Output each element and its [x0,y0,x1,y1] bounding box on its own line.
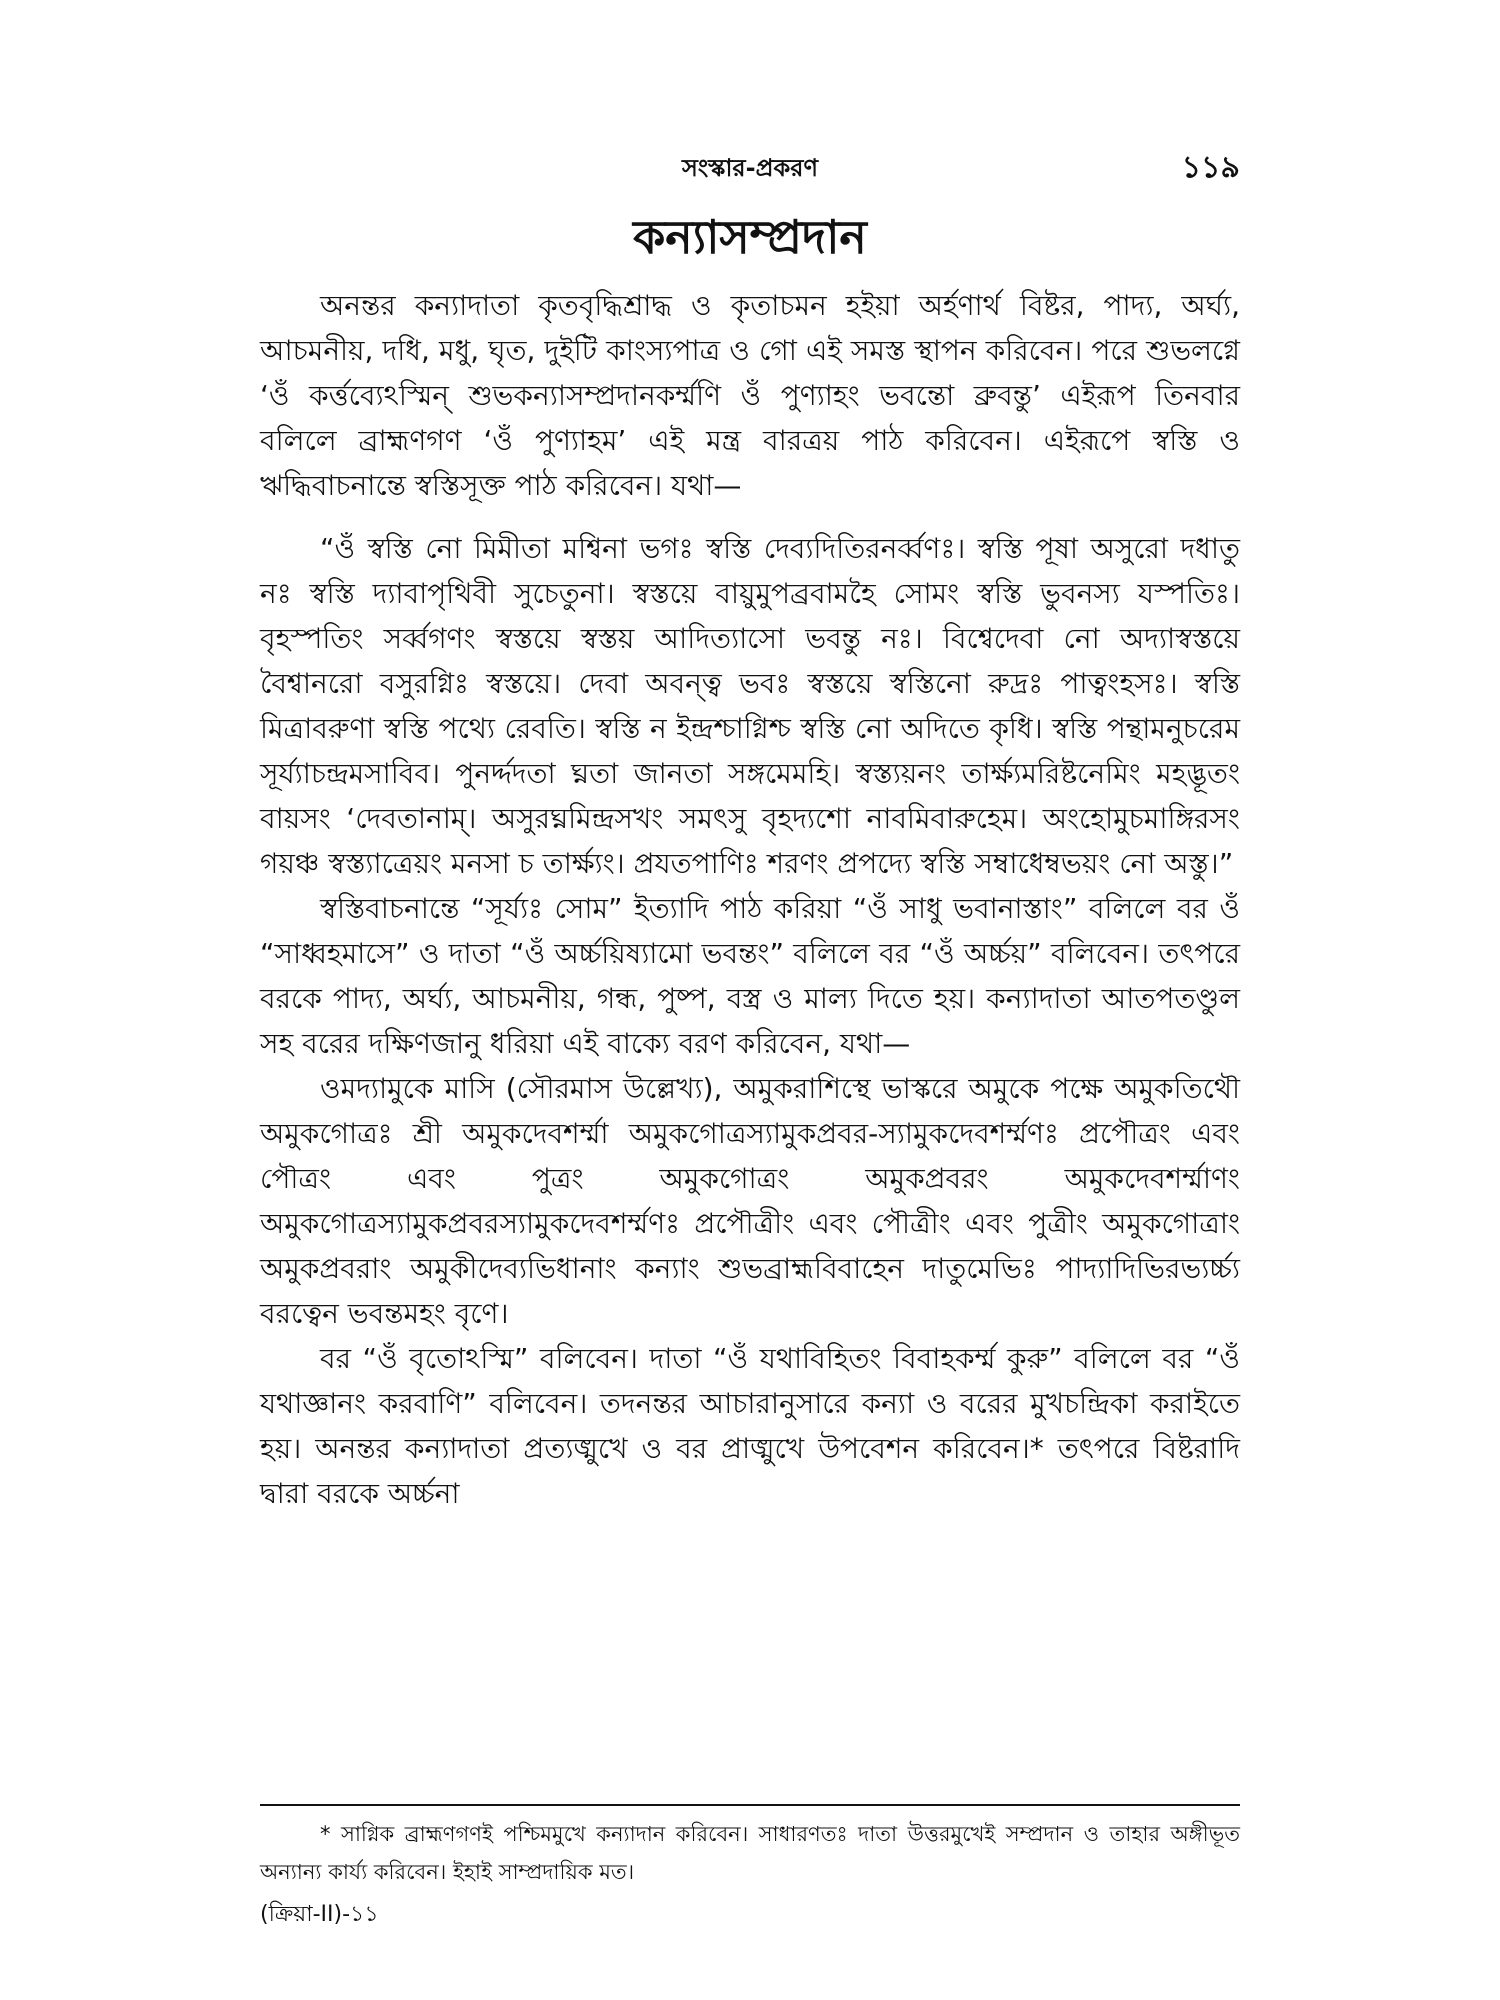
paragraph: অনন্তর কন্যাদাতা কৃতবৃদ্ধিশ্রাদ্ধ ও কৃতাচমন হইয়া অর্হণার্থ বিষ্টর, পাদ্য, অর্ঘ্য, আচমনীয়, দধি, মধু, ঘৃত, দুইটি কাংস্যপাত্র ও গো এই সমস্ত স্থাপন করিবেন। পরে শুভলগ্নে ‘ওঁ কর্ত্তব্যেঽস্মিন্ শুভকন্যাসম্প্রদানকর্ম্মণি ওঁ পুণ্যাহং ভবন্তো ব্রুবন্তু’ এইরূপ তিনবার বলিলে ব্রাহ্মণগণ ‘ওঁ পুণ্যাহম’ এই মন্ত্র বারত্রয় পাঠ করিবেন। এইরূপে স্বস্তি ও ঋদ্ধিবাচনান্তে স্বস্তিসূক্ত পাঠ করিবেন। যথা— [260,289,1240,502]
chapter-title: কন্যাসম্প্রদান [633,210,867,264]
paragraph: “ওঁ স্বস্তি নো মিমীতা মশ্বিনা ভগঃ স্বস্তি দেব্যদিতিরনর্ব্বণঃ। স্বস্তি পূষা অসুরো দধাতু নঃ স্বস্তি দ্যাবাপৃথিবী সুচেতুনা। স্বস্তয়ে বায়ুমুপব্রবামহৈ সোমং স্বস্তি ভুবনস্য যস্পতিঃ। বৃহস্পতিং সর্ব্বগণং স্বস্তয়ে স্বস্তয় আদিত্যাসো ভবন্তু নঃ। বিশ্বেদেবা নো অদ্যাস্বস্তয়ে বৈশ্বানরো বসুরগ্নিঃ স্বস্তয়ে। দেবা অবন্ত্ব ভবঃ স্বস্তয়ে স্বস্তিনো রুদ্রঃ পাত্বংহসঃ। স্বস্তি মিত্রাবরুণা স্বস্তি পথ্যে রেবতি। স্বস্তি ন ইন্দ্রশ্চাগ্নিশ্চ স্বস্তি নো অদিতে কৃধি। স্বস্তি পন্থামনুচরেম সূর্য্যাচন্দ্রমসাবিব। পুনর্দ্দদতা ঘ্নতা জানতা সঙ্গমেমহি। স্বস্ত্যয়নং তার্ক্ষ্যমরিষ্টনেমিং মহদ্ভূতং বায়সং ‘দেবতানাম্। অসুরঘ্নমিন্দ্রসখং সমৎসু বৃহদ্যশো নাবমিবারুহেম। অংহোমুচমাঙ্গিরসং গয়ঞ্চ স্বস্ত্যাত্রেয়ং মনসা চ তার্ক্ষ্যং। প্রযতপাণিঃ শরণং প্রপদ্যে স্বস্তি সম্বাধেম্বভয়ং নো অস্তু।” [260,532,1240,880]
running-title: সংস্কার-প্রকরণ [681,154,819,182]
page-number: ১১৯ [1181,150,1240,185]
paragraph: স্বস্তিবাচনান্তে “সূর্য্যঃ সোম” ইত্যাদি পাঠ করিয়া “ওঁ সাধু ভবানাস্তাং” বলিলে বর ওঁ “সাধ্বহমাসে” ও দাতা “ওঁ অর্চ্চয়িষ্যামো ভবন্তং” বলিলে বর “ওঁ অর্চ্চয়” বলিবেন। তৎপরে বরকে পাদ্য, অর্ঘ্য, আচমনীয়, গন্ধ, পুষ্প, বস্ত্র ও মাল্য দিতে হয়। কন্যাদাতা আতপতণ্ডুল সহ বরের দক্ষিণজানু ধরিয়া এই বাক্যে বরণ করিবেন, যথা— [260,892,1240,1060]
signature-mark: (ক্রিয়া-II)-১১ [260,1902,379,1927]
body-text [260,283,1240,1516]
footnote-rule [260,1804,1240,1806]
footnote: * সাগ্নিক ব্রাহ্মণগণই পশ্চিমমুখে কন্যাদান করিবেন। সাধারণতঃ দাতা উত্তরমুখেই সম্প্রদান ও তাহার অঙ্গীভূত অন্যান্য কার্য্য করিবেন। ইহাই সাম্প্রদায়িক মত। [260,1822,1240,1884]
paragraph: বর “ওঁ বৃতোঽস্মি” বলিবেন। দাতা “ওঁ যথাবিহিতং বিবাহকর্ম্ম কুরু” বলিলে বর “ওঁ যথাজ্ঞানং করবাণি” বলিবেন। তদনন্তর আচারানুসারে কন্যা ও বরের মুখচন্দ্রিকা করাইতে হয়। অনন্তর কন্যাদাতা প্রত্যঙ্মুখে ও বর প্রাঙ্মুখে উপবেশন করিবেন।* তৎপরে বিষ্টরাদি দ্বারা বরকে অর্চ্চনা [260,1342,1240,1510]
paragraph: ওমদ্যামুকে মাসি (সৌরমাস উল্লেখ্য), অমুকরাশিস্থে ভাস্করে অমুকে পক্ষে অমুকতিথৌ অমুকগোত্রঃ শ্রী অমুকদেবশর্ম্মা অমুকগোত্রস্যামুকপ্রবর-স্যামুকদেবশর্ম্মণঃ প্রপৌত্রং এবং পৌত্রং এবং পুত্রং অমুকগোত্রং অমুকপ্রবরং অমুকদেবশর্ম্মাণং অমুকগোত্রস্যামুকপ্রবরস্যামুকদেবশর্ম্মণঃ প্রপৌত্রীং এবং পৌত্রীং এবং পুত্রীং অমুকগোত্রাং অমুকপ্রবরাং অমুকীদেব্যভিধানাং কন্যাং শুভব্রাহ্মবিবাহেন দাতুমেভিঃ পাদ্যাদিভিরভ্যর্চ্চ্য বরত্বেন ভবন্তমহং বৃণে। [260,1072,1240,1330]
running-head [260,148,1240,188]
